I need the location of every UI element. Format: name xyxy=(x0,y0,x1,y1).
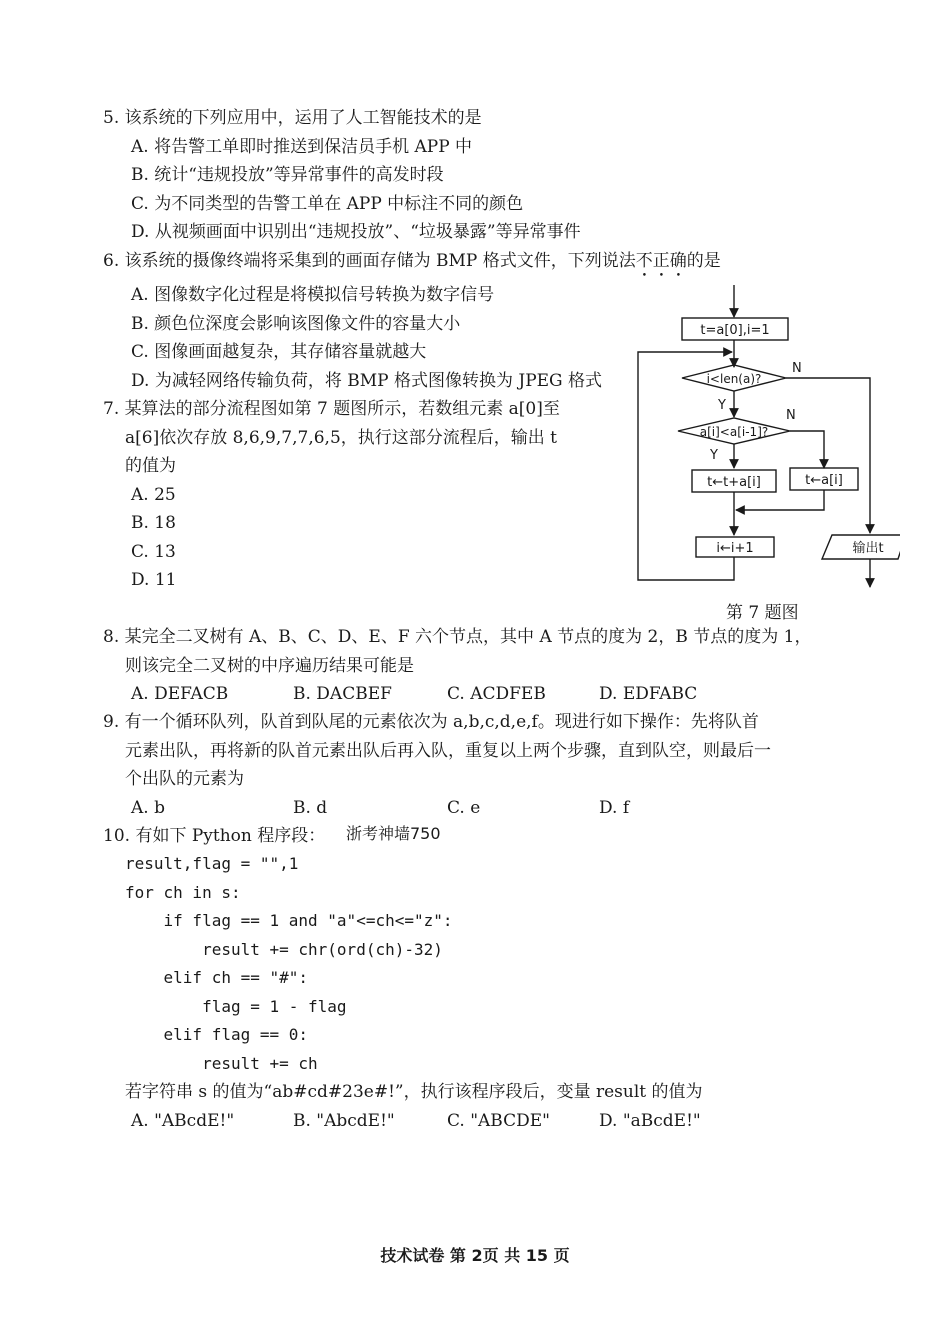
watermark: 浙考神墙750 xyxy=(346,824,441,843)
q8-stem-line1: 8. 某完全二叉树有 A、B、C、D、E、F 六个节点，其中 A 节点的度为 2，B 节点的度为 1， xyxy=(103,627,812,647)
q7-figure-caption: 第 7 题图 xyxy=(726,603,799,623)
flow-cond2-text: a[i]<a[i-1]? xyxy=(699,425,769,439)
q8-option-d: D. EDFABC xyxy=(599,684,698,704)
flow-incr-text: i←i+1 xyxy=(716,541,754,556)
flow-init-text: t=a[0],i=1 xyxy=(700,323,770,338)
q9-option-a: A. b xyxy=(131,798,165,818)
q7-option-b: B. 18 xyxy=(131,513,176,533)
q7-flowchart xyxy=(630,275,900,595)
code-line: flag = 1 - flag xyxy=(125,997,347,1016)
q5-option-a: A. 将告警工单即时推送到保洁员手机 APP 中 xyxy=(131,137,473,157)
q7-option-c: C. 13 xyxy=(131,542,176,562)
flow-cond1-text: i<len(a)? xyxy=(706,372,762,386)
q6-option-d: D. 为减轻网络传输负荷，将 BMP 格式图像转换为 JPEG 格式 xyxy=(131,371,603,391)
q9-option-b: B. d xyxy=(293,798,328,818)
code-line: result += ch xyxy=(125,1054,318,1073)
flow-cond2-yes-label: Y xyxy=(710,448,718,463)
flow-cond1-no-label: N xyxy=(792,361,802,376)
flow-merge-arrow xyxy=(736,490,824,510)
q10-option-a: A. "ABcdE!" xyxy=(131,1111,235,1131)
code-line: for ch in s: xyxy=(125,883,241,902)
q10-option-b: B. "AbcdE!" xyxy=(293,1111,395,1131)
q9-option-c: C. e xyxy=(447,798,481,818)
q9-stem-line1: 9. 有一个循环队列，队首到队尾的元素依次为 a,b,c,d,e,f。现进行如下操作：先将队首 xyxy=(103,712,759,732)
code-line: elif flag == 0: xyxy=(125,1025,309,1044)
q5-stem: 5. 该系统的下列应用中，运用了人工智能技术的是 xyxy=(103,108,482,128)
q5-option-d: D. 从视频画面中识别出“违规投放”、“垃圾暴露”等异常事件 xyxy=(131,222,581,242)
q8-option-c: C. ACDFEB xyxy=(447,684,546,704)
q7-option-d: D. 11 xyxy=(131,570,177,590)
q7-stem-line1: 7. 某算法的部分流程图如第 7 题图所示，若数组元素 a[0]至 xyxy=(103,399,560,419)
q5-option-b: B. 统计“违规投放”等异常事件的高发时段 xyxy=(131,165,444,185)
flow-cond2-no-label: N xyxy=(786,408,796,423)
flow-assign-yes-text: t←t+a[i] xyxy=(707,475,761,490)
q6-stem-post: 的是 xyxy=(686,251,721,271)
code-line: elif ch == "#": xyxy=(125,968,309,987)
q10-question: 若字符串 s 的值为“ab#cd#23e#!”，执行该程序段后，变量 result 的值为 xyxy=(125,1082,703,1102)
q6-stem xyxy=(103,250,721,281)
code-line: result,flag = "",1 xyxy=(125,854,299,873)
code-line: if flag == 1 and "a"<=ch<="z": xyxy=(125,911,453,930)
q8-stem-line2: 则该完全二叉树的中序遍历结果可能是 xyxy=(125,656,414,676)
flow-cond2-no-arrow xyxy=(790,431,824,468)
q7-stem-line3: 的值为 xyxy=(125,456,176,476)
code-line: result += chr(ord(ch)-32) xyxy=(125,940,443,959)
q5-option-c: C. 为不同类型的告警工单在 APP 中标注不同的颜色 xyxy=(131,194,524,214)
q6-stem-pre: 6. 该系统的摄像终端将采集到的画面存储为 BMP 格式文件，下列说法 xyxy=(103,251,636,271)
q8-option-b: B. DACBEF xyxy=(293,684,392,704)
q7-option-a: A. 25 xyxy=(131,485,176,505)
q9-option-d: D. f xyxy=(599,798,630,818)
flow-output-text: 输出t xyxy=(852,541,884,556)
q10-option-c: C. "ABCDE" xyxy=(447,1111,550,1131)
q6-stem-emphasis: 不正确 xyxy=(635,251,687,271)
flow-assign-no-text: t←a[i] xyxy=(805,473,843,488)
page-footer: 技术试卷 第 2页 共 15 页 xyxy=(380,1246,570,1265)
q8-option-a: A. DEFACB xyxy=(131,684,229,704)
flow-cond1-yes-label: Y xyxy=(718,398,726,413)
q9-stem-line3: 个出队的元素为 xyxy=(125,769,244,789)
q6-option-a: A. 图像数字化过程是将模拟信号转换为数字信号 xyxy=(131,285,495,305)
q6-option-b: B. 颜色位深度会影响该图像文件的容量大小 xyxy=(131,314,461,334)
q9-stem-line2: 元素出队，再将新的队首元素出队后再入队，重复以上两个步骤，直到队空，则最后一 xyxy=(125,741,771,761)
q6-option-c: C. 图像画面越复杂，其存储容量就越大 xyxy=(131,342,427,362)
q10-stem: 10. 有如下 Python 程序段： xyxy=(103,826,326,846)
q10-option-d: D. "aBcdE!" xyxy=(599,1111,701,1131)
q7-stem-line2: a[6]依次存放 8,6,9,7,7,6,5，执行这部分流程后，输出 t xyxy=(125,428,557,448)
